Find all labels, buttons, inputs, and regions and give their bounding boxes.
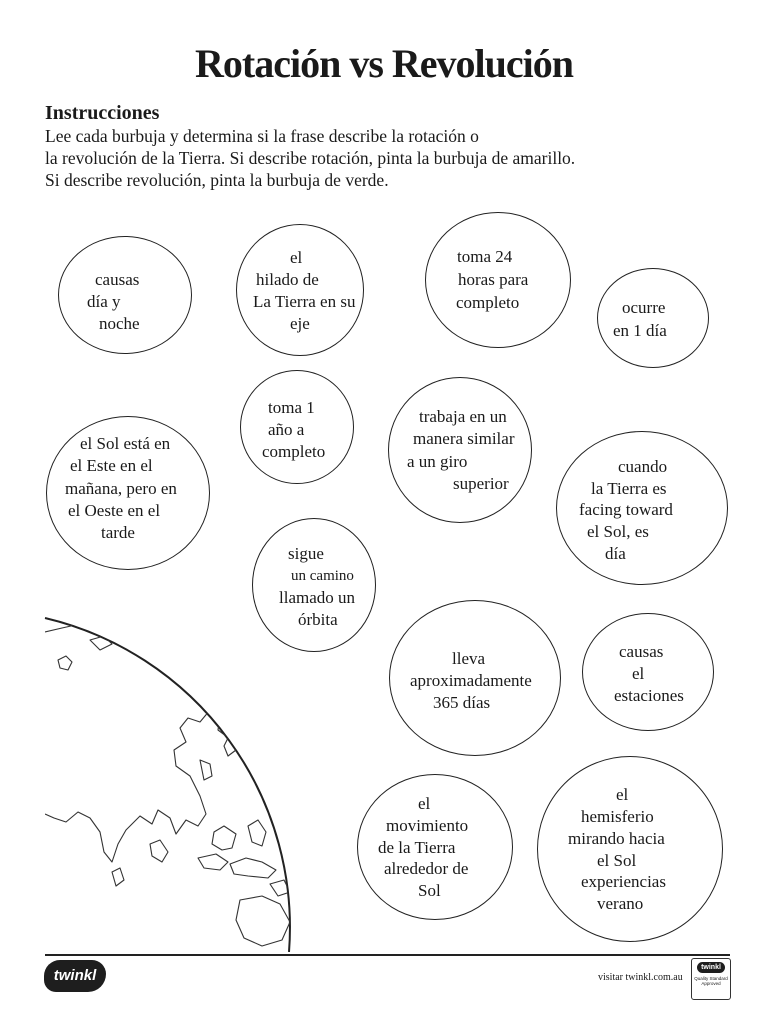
bubble-giro-superior[interactable]: [388, 377, 532, 523]
bubble-text: año a: [268, 420, 305, 439]
bubble-text: aproximadamente: [410, 671, 532, 690]
bubble-text: la Tierra es: [591, 479, 667, 498]
bubble-text: estaciones: [614, 686, 684, 705]
bubble-text: hilado de: [256, 270, 319, 289]
bubble-text: el Sol, es: [587, 522, 649, 541]
page-title: Rotación vs Revolución: [195, 41, 573, 86]
bubble-text: a un giro: [407, 452, 468, 471]
bubble-text: ocurre: [622, 298, 666, 317]
bubble-text: toma 24: [457, 247, 513, 266]
bubble-text: el Este en el: [70, 456, 153, 475]
bubble-text: el: [616, 785, 629, 804]
footer-divider: [45, 954, 730, 956]
bubble-text: 365 días: [433, 693, 491, 712]
bubble-text: órbita: [298, 610, 338, 629]
bubble-text: La Tierra en su: [253, 292, 356, 311]
bubble-text: el Oeste en el: [68, 501, 161, 520]
bubble-text: llamado un: [279, 588, 356, 607]
bubble-text: hemisferio: [581, 807, 654, 826]
bubble-text: el Sol está en: [80, 434, 171, 453]
instructions-line-2: la revolución de la Tierra. Si describe rotación, pinta la burbuja de amarillo.: [45, 148, 576, 168]
bubble-text: movimiento: [386, 816, 469, 835]
globe-illustration: [0, 600, 340, 952]
bubble-text: completo: [262, 442, 326, 461]
bubble-text: el: [290, 248, 303, 267]
bubble-text: verano: [597, 894, 644, 913]
bubble-text: eje: [290, 314, 310, 333]
bubble-text: horas para: [458, 270, 529, 289]
badge-text: Quality Standard Approved: [694, 976, 728, 986]
bubble-estaciones[interactable]: [582, 613, 714, 731]
bubble-text: día: [605, 544, 626, 563]
bubble-text: el: [632, 664, 645, 683]
bubble-text: alrededor de: [384, 859, 469, 878]
bubble-text: trabaja en un: [419, 407, 507, 426]
bubble-text: cuando: [618, 457, 668, 476]
bubble-text: lleva: [452, 649, 486, 668]
bubble-causas-dia-noche[interactable]: [58, 236, 192, 354]
bubble-text: experiencias: [581, 872, 666, 891]
badge-logo: twinkl: [697, 962, 725, 973]
bubble-text: en 1 día: [613, 321, 667, 340]
bubble-text: completo: [456, 293, 520, 312]
footer-url[interactable]: visitar twinkl.com.au: [598, 972, 683, 983]
twinkl-logo: twinkl: [44, 960, 106, 992]
bubble-text: causas: [619, 642, 664, 661]
quality-badge: [691, 958, 731, 1000]
bubble-text: un camino: [291, 568, 354, 584]
instructions-heading: Instrucciones: [45, 102, 160, 124]
bubble-text: causas: [95, 270, 140, 289]
bubble-text: Sol: [418, 881, 441, 900]
instructions-line-1: Lee cada burbuja y determina si la frase describe la rotación o: [45, 126, 479, 146]
bubble-text: superior: [453, 474, 509, 493]
bubble-text: mañana, pero en: [65, 479, 177, 498]
bubble-text: sigue: [288, 544, 324, 563]
bubble-text: manera similar: [413, 429, 515, 448]
bubble-text: facing toward: [579, 500, 673, 519]
bubble-text: tarde: [101, 523, 135, 542]
bubble-text: día y: [87, 292, 121, 311]
bubble-text: de la Tierra: [378, 838, 456, 857]
bubble-text: toma 1: [268, 398, 315, 417]
bubble-text: noche: [99, 314, 140, 333]
bubble-text: mirando hacia: [568, 829, 665, 848]
bubble-text: el: [418, 794, 431, 813]
instructions-line-3: Si describe revolución, pinta la burbuja de verde.: [45, 170, 389, 190]
bubble-text: el Sol: [597, 851, 637, 870]
